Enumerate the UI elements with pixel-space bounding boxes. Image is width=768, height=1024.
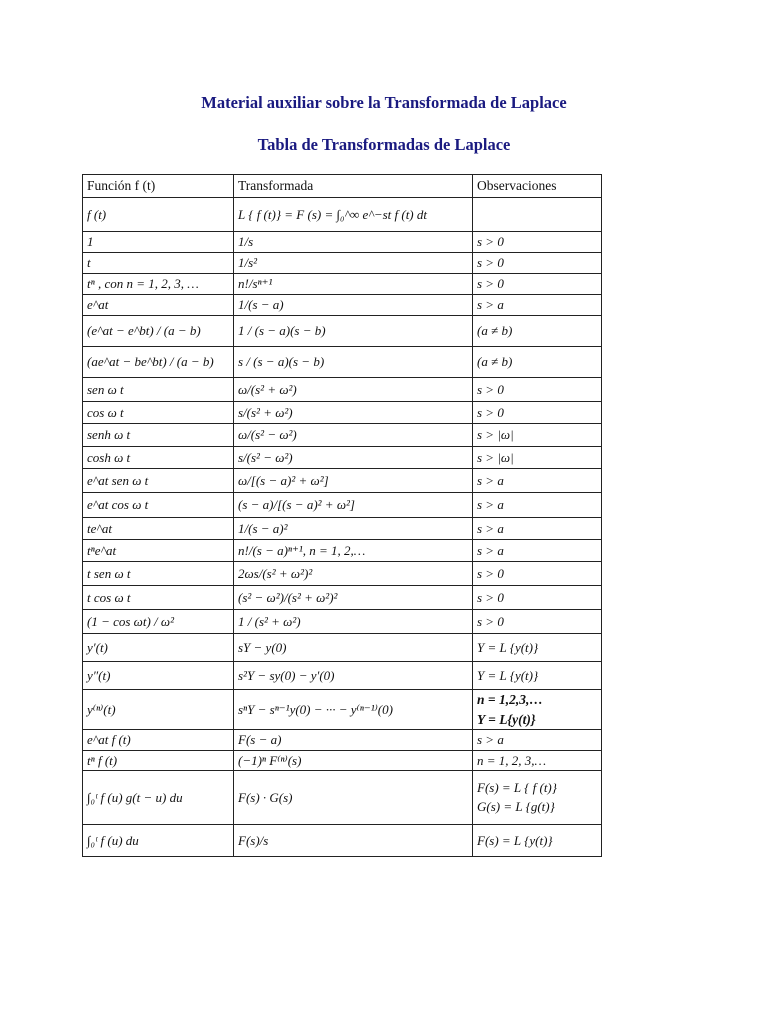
transform-cell: n!/sⁿ⁺¹ <box>234 274 473 295</box>
observation-cell: Y = L {y(t)} <box>473 634 602 662</box>
table-row <box>83 730 602 751</box>
observation-cell: s > a <box>473 540 602 562</box>
function-cell: y″(t) <box>83 662 234 690</box>
observation-cell: F(s) = L {y(t)} <box>473 825 602 857</box>
header-observations: Observaciones <box>473 175 602 198</box>
table-row <box>83 347 602 378</box>
table-row <box>83 253 602 274</box>
table-row <box>83 402 602 424</box>
observation-line: F(s) = L { f (t)} <box>477 779 557 795</box>
table-row <box>83 825 602 857</box>
table-row <box>83 274 602 295</box>
table-row <box>83 690 602 730</box>
observation-cell: s > 0 <box>473 274 602 295</box>
function-cell: (e^at − e^bt) / (a − b) <box>83 316 234 347</box>
transform-cell: s/(s² − ω²) <box>234 447 473 469</box>
table-row <box>83 562 602 586</box>
transform-cell: (s − a)/[(s − a)² + ω²] <box>234 493 473 518</box>
table-row <box>83 586 602 610</box>
table-row <box>83 540 602 562</box>
transform-cell: s / (s − a)(s − b) <box>234 347 473 378</box>
observation-cell: s > a <box>473 493 602 518</box>
observation-cell: s > a <box>473 469 602 493</box>
observation-cell: s > 0 <box>473 586 602 610</box>
observation-cell: s > a <box>473 295 602 316</box>
observation-cell: s > 0 <box>473 378 602 402</box>
observation-cell: s > a <box>473 518 602 540</box>
observation-cell: s > |ω| <box>473 447 602 469</box>
observation-line: n = 1,2,3,… <box>477 692 543 707</box>
function-cell: t cos ω t <box>83 586 234 610</box>
function-cell: (1 − cos ωt) / ω² <box>83 610 234 634</box>
table-row <box>83 518 602 540</box>
transform-cell: F(s)/s <box>234 825 473 857</box>
observation-line: Y = L{y(t)} <box>477 711 536 727</box>
observation-line: G(s) = L {g(t)} <box>477 798 555 814</box>
function-cell: e^at sen ω t <box>83 469 234 493</box>
function-cell: e^at cos ω t <box>83 493 234 518</box>
observation-cell <box>473 690 602 730</box>
function-cell: tⁿe^at <box>83 540 234 562</box>
function-cell: y⁽ⁿ⁾(t) <box>83 690 234 730</box>
function-cell: y′(t) <box>83 634 234 662</box>
observation-cell: s > 0 <box>473 253 602 274</box>
observation-cell: s > |ω| <box>473 424 602 447</box>
transform-cell: sY − y(0) <box>234 634 473 662</box>
observation-cell: s > 0 <box>473 232 602 253</box>
transform-cell: ω/(s² + ω²) <box>234 378 473 402</box>
table-row <box>83 610 602 634</box>
function-cell: (ae^at − be^bt) / (a − b) <box>83 347 234 378</box>
function-cell: e^at f (t) <box>83 730 234 751</box>
transform-cell: F(s) · G(s) <box>234 771 473 825</box>
function-cell: ∫₀ᵗ f (u) du <box>83 825 234 857</box>
table-row <box>83 751 602 771</box>
table-row <box>83 493 602 518</box>
transform-cell: s/(s² + ω²) <box>234 402 473 424</box>
transform-cell: 1/(s − a)² <box>234 518 473 540</box>
transform-cell: 1/(s − a) <box>234 295 473 316</box>
function-cell: tⁿ f (t) <box>83 751 234 771</box>
observation-cell: Y = L {y(t)} <box>473 662 602 690</box>
table-row <box>83 662 602 690</box>
function-cell: te^at <box>83 518 234 540</box>
observation-cell: s > 0 <box>473 402 602 424</box>
header-transform: Transformada <box>234 175 473 198</box>
function-cell: e^at <box>83 295 234 316</box>
observation-cell <box>473 771 602 825</box>
transform-cell: sⁿY − sⁿ⁻¹y(0) − ··· − y⁽ⁿ⁻¹⁾(0) <box>234 690 473 730</box>
transform-cell: 1 / (s − a)(s − b) <box>234 316 473 347</box>
table-header-row <box>83 175 602 198</box>
table-row <box>83 469 602 493</box>
transform-cell: n!/(s − a)ⁿ⁺¹, n = 1, 2,… <box>234 540 473 562</box>
function-cell: sen ω t <box>83 378 234 402</box>
transform-cell: 2ωs/(s² + ω²)² <box>234 562 473 586</box>
function-cell: cos ω t <box>83 402 234 424</box>
header-function: Función f (t) <box>83 175 234 198</box>
observation-cell: s > 0 <box>473 610 602 634</box>
table-row <box>83 232 602 253</box>
table-row <box>83 378 602 402</box>
observation-cell: (a ≠ b) <box>473 347 602 378</box>
transform-cell: 1 / (s² + ω²) <box>234 610 473 634</box>
table-title: Tabla de Transformadas de Laplace <box>257 135 511 154</box>
observation-cell: n = 1, 2, 3,… <box>473 751 602 771</box>
transform-cell: (−1)ⁿ F⁽ⁿ⁾(s) <box>234 751 473 771</box>
table-row <box>83 634 602 662</box>
table-row <box>83 316 602 347</box>
function-cell: tⁿ , con n = 1, 2, 3, … <box>83 274 234 295</box>
table-row <box>83 295 602 316</box>
function-cell: f (t) <box>83 198 234 232</box>
document-title: Material auxiliar sobre la Transformada de Laplace <box>201 93 567 112</box>
transform-cell: s²Y − sy(0) − y′(0) <box>234 662 473 690</box>
table-row <box>83 447 602 469</box>
observation-cell <box>473 198 602 232</box>
transform-cell: L { f (t)} = F (s) = ∫₀^∞ e^−st f (t) dt <box>234 198 473 232</box>
laplace-table <box>82 174 602 857</box>
transform-cell: ω/[(s − a)² + ω²] <box>234 469 473 493</box>
transform-cell: F(s − a) <box>234 730 473 751</box>
table-row <box>83 771 602 825</box>
function-cell: cosh ω t <box>83 447 234 469</box>
transform-cell: (s² − ω²)/(s² + ω²)² <box>234 586 473 610</box>
transform-cell: 1/s <box>234 232 473 253</box>
transform-cell: 1/s² <box>234 253 473 274</box>
observation-cell: s > 0 <box>473 562 602 586</box>
observation-cell: s > a <box>473 730 602 751</box>
function-cell: ∫₀ᵗ f (u) g(t − u) du <box>83 771 234 825</box>
observation-cell: (a ≠ b) <box>473 316 602 347</box>
transform-cell: ω/(s² − ω²) <box>234 424 473 447</box>
function-cell: t <box>83 253 234 274</box>
table-row <box>83 198 602 232</box>
function-cell: t sen ω t <box>83 562 234 586</box>
table-row <box>83 424 602 447</box>
function-cell: senh ω t <box>83 424 234 447</box>
function-cell: 1 <box>83 232 234 253</box>
